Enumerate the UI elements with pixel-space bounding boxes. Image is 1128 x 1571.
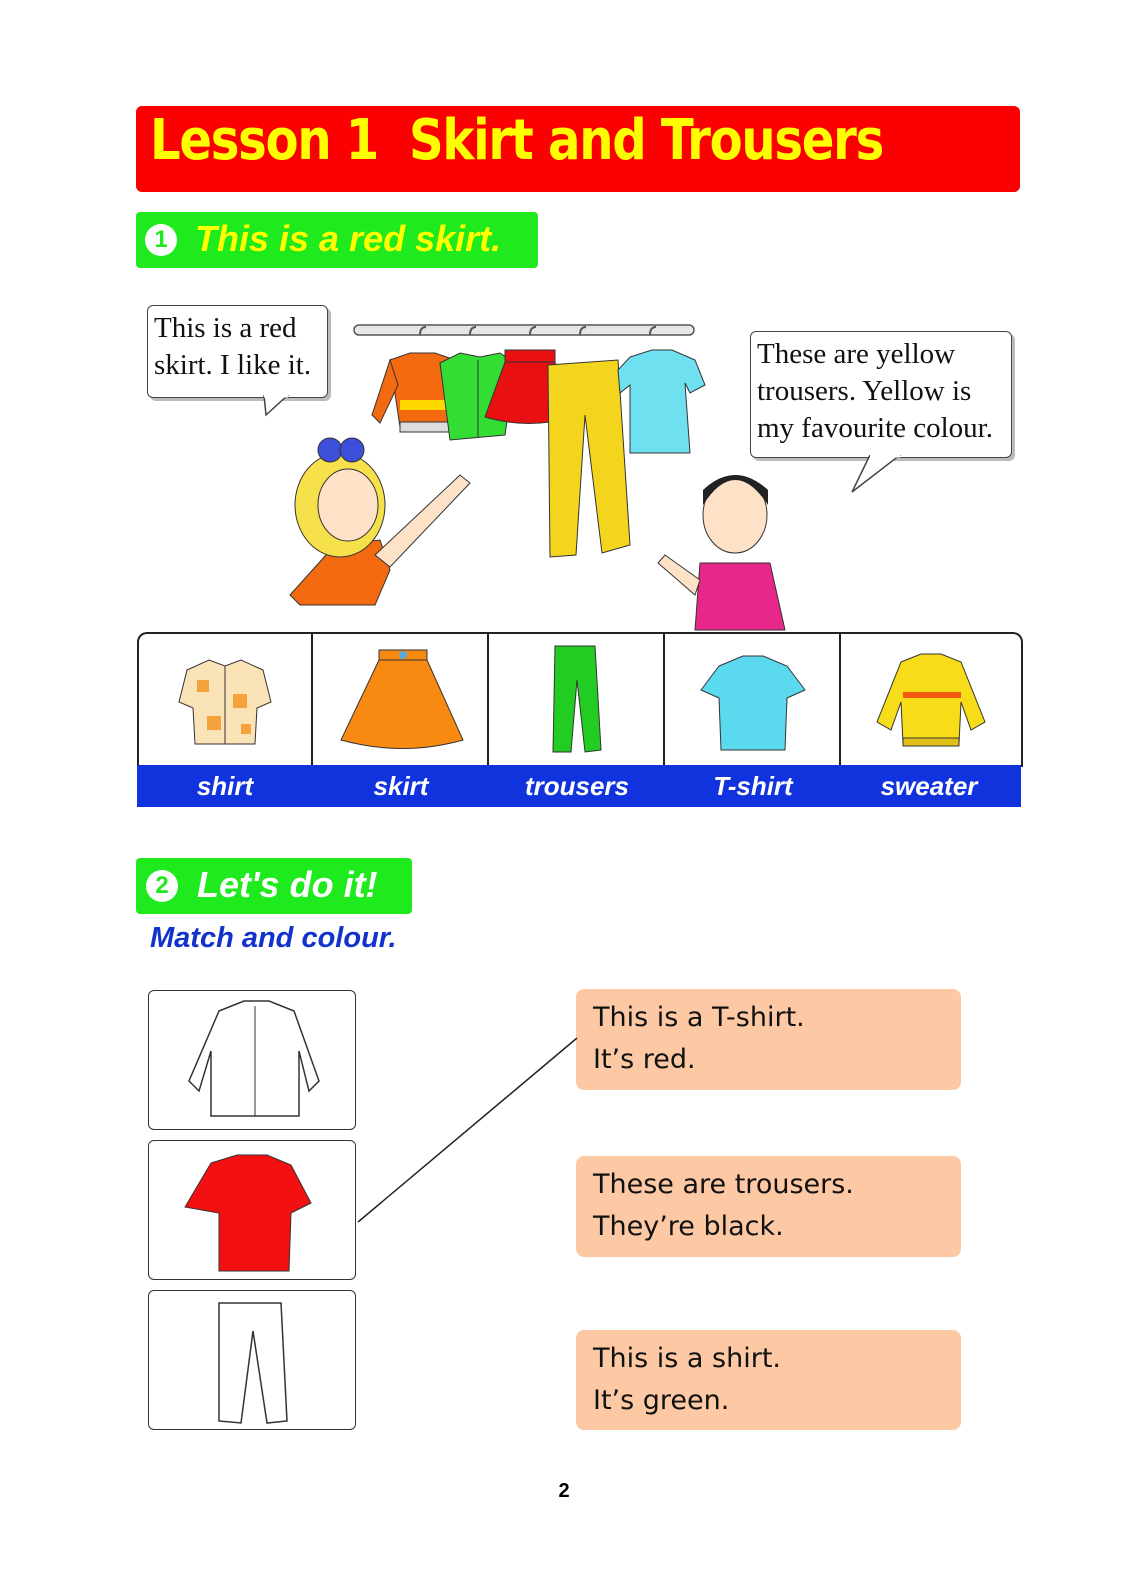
trousers-icon [489,632,665,765]
sentence-1-line1: This is a T-shirt. [593,1002,805,1033]
vocab-label-sweater: sweater [880,771,978,801]
sentence-2-line2: They’re black. [593,1211,784,1242]
match-line [355,1035,580,1225]
picture-box-trousers[interactable] [148,1290,356,1430]
sentence-3-line1: This is a shirt. [593,1343,781,1374]
sentence-box-shirt[interactable] [576,1330,961,1430]
sentence-box-tshirt[interactable] [576,989,961,1090]
sentence-2-line1: These are trousers. [593,1169,854,1200]
bubble-boy-line3: my favourite colour. [757,412,993,444]
section1-title: This is a red skirt. [195,218,502,259]
picture-box-tshirt[interactable] [148,1140,356,1280]
tshirt-icon [665,632,841,765]
bubble-boy-line1: These are yellow [757,338,956,370]
sentence-box-trousers[interactable] [576,1156,961,1257]
section1-number: 1 [145,224,177,256]
shirt-icon [137,632,313,765]
vocab-cell-skirt [313,632,489,765]
vocab-cell-sweater [841,632,1017,765]
vocab-label-skirt: skirt [373,771,429,801]
vocabulary-strip [137,632,1021,807]
bubble-boy-line2: trousers. Yellow is [757,375,972,407]
vocabulary-label-bar [137,765,1021,807]
shirt-outline-icon [149,991,355,1129]
red-tshirt-icon [149,1141,355,1279]
vocab-label-shirt: shirt [196,771,254,801]
sentence-1-line2: It’s red. [593,1044,696,1075]
section2-number: 2 [146,870,178,902]
sweater-icon [841,632,1017,765]
bubble-boy-tail [848,455,908,495]
boy-illustration [658,475,785,630]
vocab-cell-tshirt [665,632,841,765]
bubble-girl-line2: skirt. I like it. [154,349,312,381]
instruction-text: Match and colour. [150,922,397,954]
page-number: 2 [558,1480,570,1502]
picture-box-shirt[interactable] [148,990,356,1130]
vocab-label-tshirt: T-shirt [713,771,793,801]
lesson-title: Lesson 1 Skirt and Trousers [150,108,883,173]
sentence-3-line2: It’s green. [593,1385,730,1416]
girl-illustration [290,438,470,605]
vocab-cell-shirt [137,632,313,765]
vocab-label-trousers: trousers [524,771,630,801]
bubble-girl-line1: This is a red [154,312,297,344]
rack-trousers-icon [548,327,630,557]
section2-title: Let's do it! [197,864,378,905]
clothes-rack-scene [280,305,800,635]
skirt-icon [313,632,489,765]
clothes-rail [354,325,694,335]
trousers-outline-icon [149,1291,355,1429]
rack-tshirt-icon [618,327,705,453]
vocab-cell-trousers [489,632,665,765]
